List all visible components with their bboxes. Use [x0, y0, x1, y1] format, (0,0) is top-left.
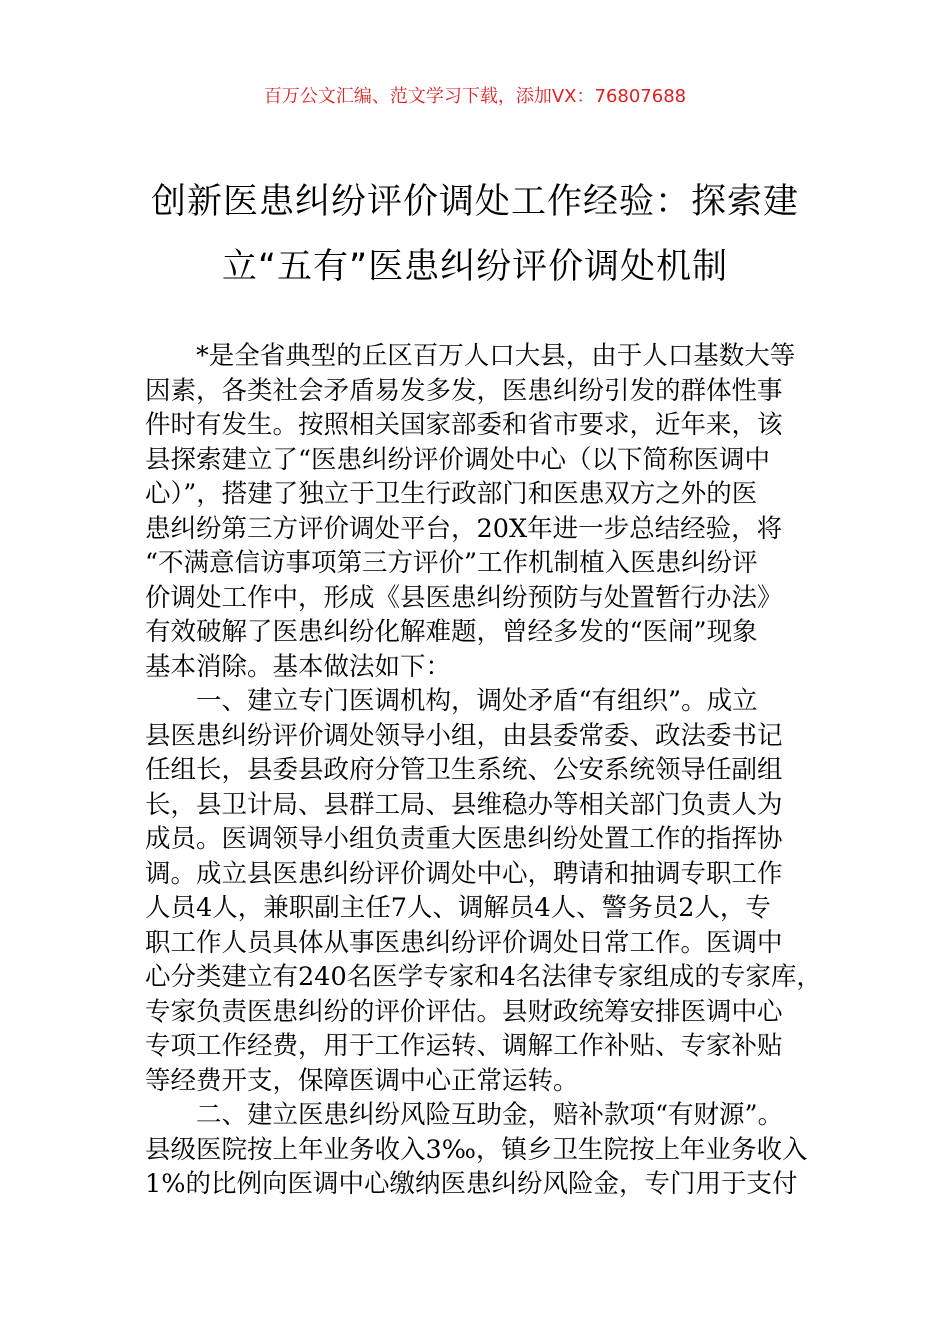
body-line: 人员4人，兼职副主任7人、调解员4人、警务员2人，专: [145, 893, 771, 923]
body-line: 县探索建立了“医患纠纷评价调处中心（以下简称医调中: [145, 444, 771, 475]
body-line: 一、建立专门医调机构，调处矛盾“有组织”。成立: [196, 686, 758, 716]
title-line-1: 创新医患纠纷评价调处工作经验：探索建: [150, 182, 799, 222]
body-line: 有效破解了医患纠纷化解难题，曾经多发的“医闹”现象: [145, 617, 758, 647]
document-title: [100, 170, 850, 300]
body-line: 任组长，县委县政府分管卫生系统、公安系统领导任副组: [145, 755, 783, 785]
body-line: 基本消除。基本做法如下：: [145, 651, 452, 682]
body-line: 县医患纠纷评价调处领导小组，由县委常委、政法委书记: [145, 720, 783, 751]
body-line: 二、建立医患纠纷风险互助金，赔补款项“有财源”。: [196, 1100, 784, 1130]
body-line: 患纠纷第三方评价调处平台，20X年进一步总结经验，将: [145, 513, 783, 544]
body-line: 县级医院按上年业务收入3‰，镇乡卫生院按上年业务收入: [145, 1134, 808, 1165]
watermark-header: 百万公文汇编、范文学习下载，添加VX：76807688: [263, 86, 687, 107]
body-line: 因素，各类社会矛盾易发多发，医患纠纷引发的群体性事: [145, 375, 783, 406]
body-line: 专家负责医患纠纷的评价评估。县财政统筹安排医调中心: [145, 996, 783, 1027]
body-line: 价调处工作中，形成《县医患纠纷预防与处置暂行办法》: [145, 582, 783, 613]
body-line: *是全省典型的丘区百万人口大县，由于人口基数大等: [196, 341, 796, 371]
body-line: 调。成立县医患纠纷评价调处中心，聘请和抽调专职工作: [145, 858, 783, 889]
body-line: 等经费开支，保障医调中心正常运转。: [145, 1065, 579, 1096]
body-line: 心）”，搭建了独立于卫生行政部门和医患双方之外的医: [145, 479, 758, 509]
document-body: [145, 339, 825, 1202]
body-line: 成员。医调领导小组负责重大医患纠纷处置工作的指挥协: [145, 824, 783, 854]
body-line: “不满意信访事项第三方评价”工作机制植入医患纠纷评: [145, 548, 758, 578]
body-line: 职工作人员具体从事医患纠纷评价调处日常工作。医调中: [145, 927, 783, 958]
body-line: 长，县卫计局、县群工局、县维稳办等相关部门负责人为: [145, 789, 783, 820]
body-line: 专项工作经费，用于工作运转、调解工作补贴、专家补贴: [145, 1031, 783, 1061]
body-line: 心分类建立有240名医学专家和4名法律专家组成的专家库，: [145, 962, 822, 992]
body-line: 1%的比例向医调中心缴纳医患纠纷风险金，专门用于支付: [145, 1169, 798, 1199]
title-line-2: 立“五有”医患纠纷评价调处机制: [221, 247, 729, 287]
body-line: 件时有发生。按照相关国家部委和省市要求，近年来，该: [145, 410, 783, 440]
